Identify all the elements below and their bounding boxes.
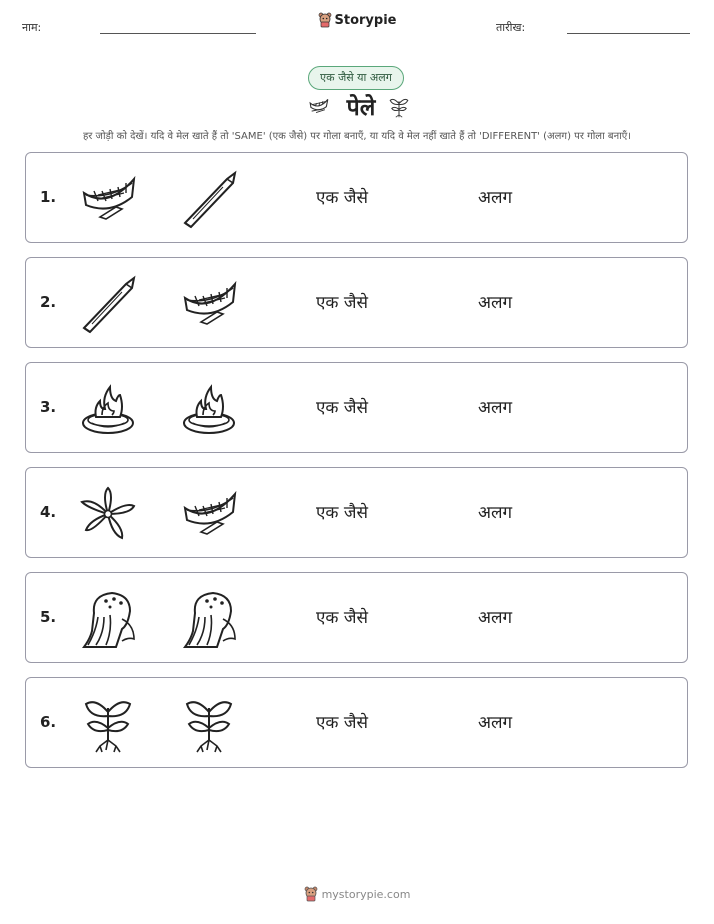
question-row-3 — [25, 362, 688, 453]
option-different[interactable]: अलग — [478, 713, 513, 733]
name-line[interactable] — [100, 33, 256, 34]
page-title: पेले — [346, 95, 376, 121]
question-row-2 — [25, 257, 688, 348]
question-number: 6. — [40, 713, 57, 731]
title-row — [0, 90, 714, 122]
canoe-icon — [78, 169, 138, 229]
option-same[interactable]: एक जैसे — [316, 293, 368, 313]
sapling-icon — [387, 91, 411, 121]
storypie-mascot-icon — [318, 12, 332, 28]
flower-icon — [78, 484, 138, 544]
name-label: नाम: — [22, 21, 42, 34]
question-row-6 — [25, 677, 688, 768]
question-number: 2. — [40, 293, 57, 311]
canoe-icon — [179, 484, 239, 544]
brand-name: Storypie — [334, 12, 397, 28]
category-badge: एक जैसे या अलग — [308, 66, 404, 90]
option-same[interactable]: एक जैसे — [316, 398, 368, 418]
waterfall-icon — [78, 589, 138, 649]
option-same[interactable]: एक जैसे — [316, 503, 368, 523]
option-different[interactable]: अलग — [478, 503, 513, 523]
question-row-4 — [25, 467, 688, 558]
instructions: हर जोड़ी को देखें। यदि वे मेल खाते हैं तो 'SAME' (एक जैसे) पर गोला बनाएँ, या यदि वे मेल नहीं खाते हैं तो 'DIFFERENT' (अलग) पर गोला बनाएँ। — [82, 131, 632, 142]
sapling-icon — [78, 694, 138, 754]
option-same[interactable]: एक जैसे — [316, 713, 368, 733]
footer — [0, 886, 714, 905]
date-label: तारीख: — [496, 21, 526, 34]
question-number: 1. — [40, 188, 57, 206]
brand-logo — [0, 12, 714, 32]
option-same[interactable]: एक जैसे — [316, 608, 368, 628]
question-number: 5. — [40, 608, 57, 626]
option-different[interactable]: अलग — [478, 188, 513, 208]
date-line[interactable] — [567, 33, 690, 34]
campfire-icon — [78, 379, 138, 439]
option-different[interactable]: अलग — [478, 608, 513, 628]
stick-icon — [78, 274, 138, 334]
footer-site-link[interactable]: mystorypie.com — [321, 887, 411, 901]
option-same[interactable]: एक जैसे — [316, 188, 368, 208]
option-different[interactable]: अलग — [478, 293, 513, 313]
canoe-icon — [179, 274, 239, 334]
stick-icon — [179, 169, 239, 229]
storypie-mascot-icon — [304, 886, 318, 902]
campfire-icon — [179, 379, 239, 439]
canoe-icon — [303, 95, 335, 117]
question-number: 4. — [40, 503, 57, 521]
waterfall-icon — [179, 589, 239, 649]
question-row-1 — [25, 152, 688, 243]
question-number: 3. — [40, 398, 57, 416]
option-different[interactable]: अलग — [478, 398, 513, 418]
question-row-5 — [25, 572, 688, 663]
sapling-icon — [179, 694, 239, 754]
